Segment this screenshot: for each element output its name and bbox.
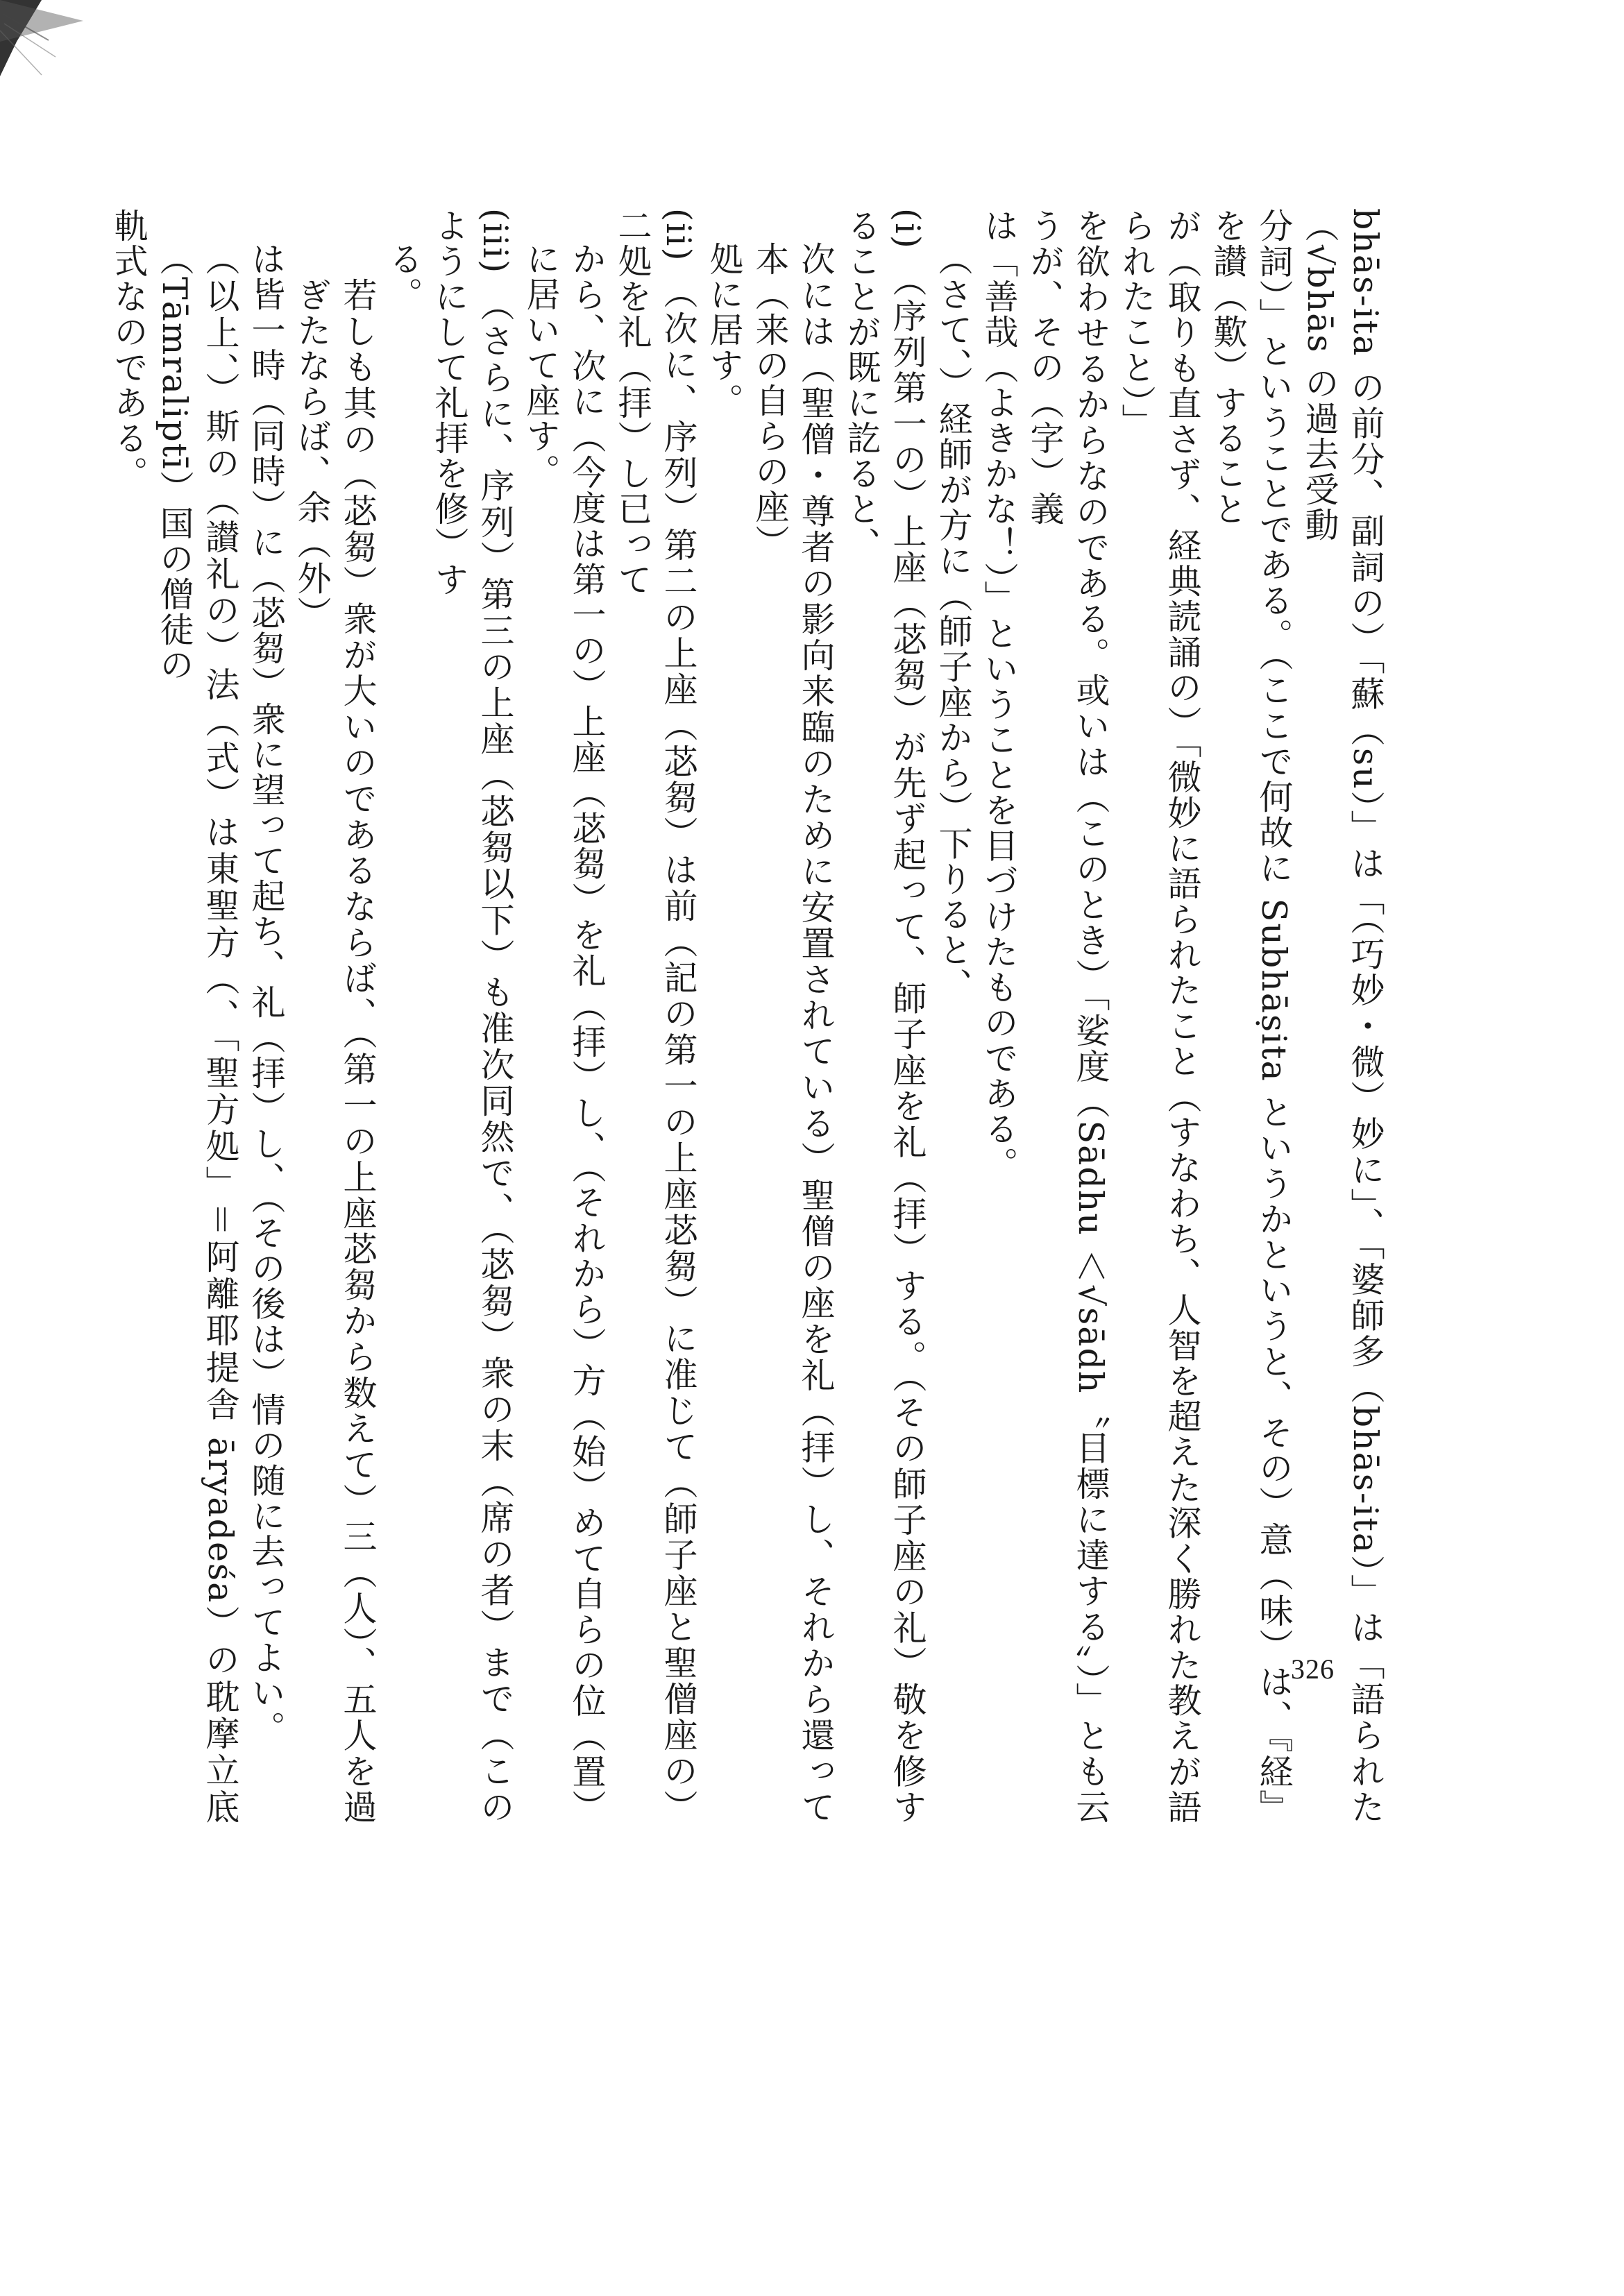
text-line-4: を欲わせるからなのである。或いは（このとき）「娑度（Sādhu ＜√sādh〝目標に達する〟）」とも云うが、その（字）義 bbox=[1025, 208, 1110, 1825]
text-line-16: （以上、）斯の（讃礼の）法（式）は東聖方（、「聖方処」＝阿離耶提舎 āryadeśa）の耽摩立底（Tāmraliptī）国の僧徒の bbox=[155, 241, 240, 1825]
text-line-10: (ii) （次に、序列）第二の上座（苾芻）は前（記の第一の上座苾芻）に准じて（師子座と聖僧座の）二処を礼（拝）し已って bbox=[613, 208, 698, 1825]
text-line-15: は皆一時（同時）に（苾芻）衆に望って起ち、礼（拝）し、（その後は）情の随に去ってよい。 bbox=[246, 241, 286, 1746]
text-line-3: が（取りも直さず、経典読誦の）「微妙に語られたこと（すなわち、人智を超えた深く勝れた教えが語られたこと）」 bbox=[1117, 208, 1202, 1825]
text-line-9: 処に居す。 bbox=[704, 241, 744, 418]
text-line-14: 若しも其の（苾芻）衆が大いのであるならば、（第一の上座苾芻から数えて）三（人）、五人を過ぎたならば、余（外） bbox=[292, 278, 378, 1826]
scan-corner-shadow bbox=[0, 0, 97, 83]
vertical-text-body bbox=[109, 208, 1388, 1826]
text-line-13: る。 bbox=[384, 241, 423, 312]
text-line-12: (iii) （さらに、序列）第三の上座（苾芻以下）も准次同然で、（苾芻）衆の末（席の者）まで（このようにして礼拝を修）す bbox=[430, 208, 515, 1825]
text-line-11: から、次に（今度は第一の）上座（苾芻）を礼（拝）し、（それから）方（始）めて自らの位（置）に居いて座す。 bbox=[521, 241, 607, 1825]
text-line-7: (i) （序列第一の）上座（苾芻）が先ず起って、師子座を礼（拝）する。（その師子座の礼）敬を修することが既に訖ると、 bbox=[842, 208, 927, 1825]
text-line-1: bhās-ita の前分、副詞の）「蘇（su）」は「（巧妙・微）妙に」、「婆師多（bhās-ita）」は「語られた（√bhās の過去受動 bbox=[1300, 208, 1385, 1825]
text-line-17: 軌式なのである。 bbox=[109, 208, 149, 491]
text-line-6: （さて、）経師が方に（師子座から）下りると、 bbox=[933, 241, 973, 1003]
page-number: 326 bbox=[1291, 1653, 1335, 1685]
text-line-5: は「善哉（よきかな！）」ということを目づけたものである。 bbox=[979, 208, 1019, 1182]
text-line-2: 分詞）」ということである。（ここで何故に Subhāṣita というかというと、その）意（味）は、『経』を讃（歎）すること bbox=[1208, 208, 1294, 1825]
text-line-8: 次には（聖僧・尊者の影向来臨のために安置されている）聖僧の座を礼（拝）し、それから還って本（来の自らの座） bbox=[750, 241, 836, 1825]
